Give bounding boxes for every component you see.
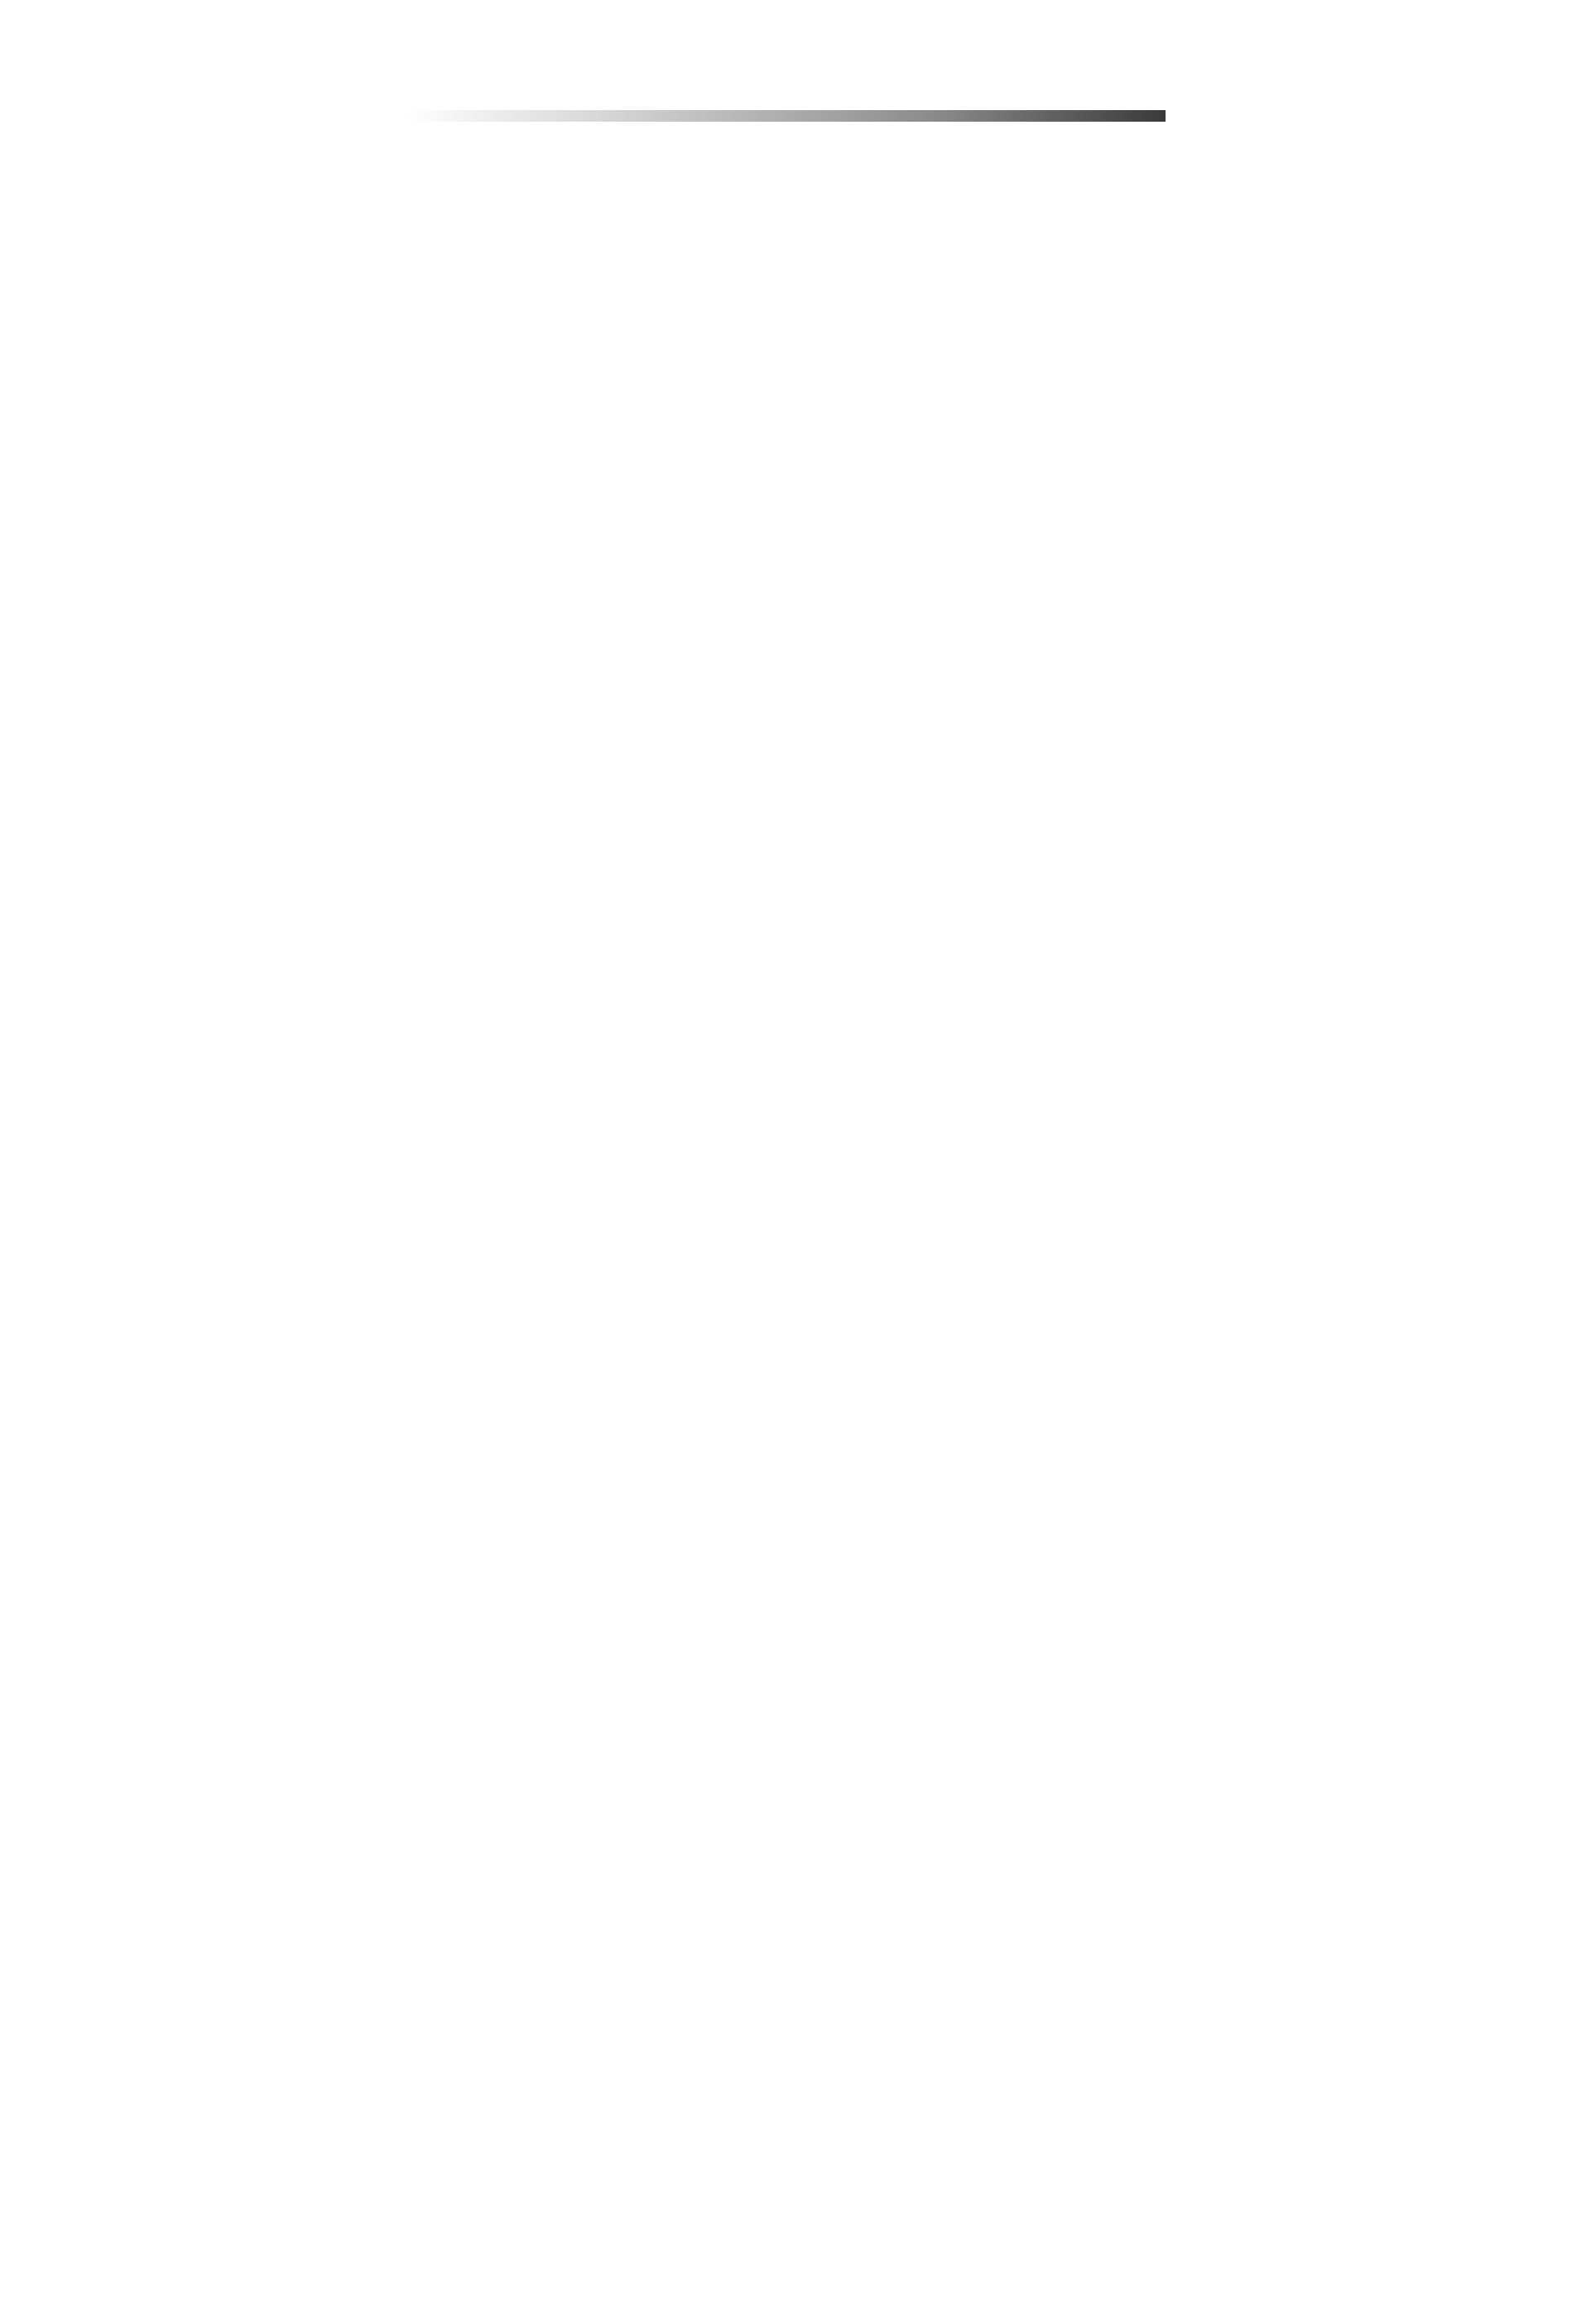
q11-answer-paren: [1321, 363, 1361, 396]
header-rule: [406, 110, 1166, 122]
q11-answer: [1321, 361, 1361, 397]
